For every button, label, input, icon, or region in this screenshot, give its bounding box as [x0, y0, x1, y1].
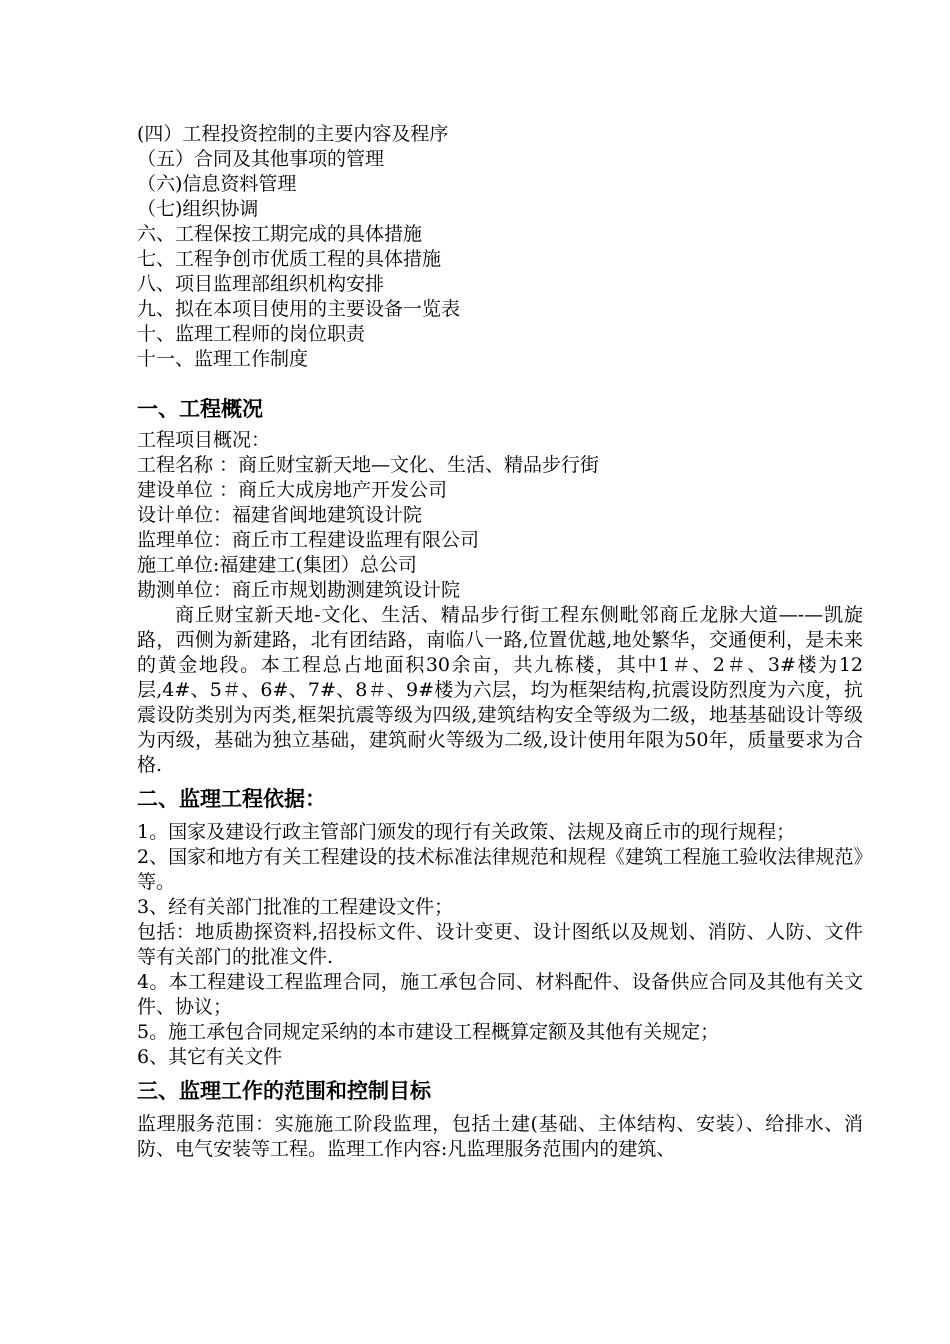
- info-line: 工程项目概况：: [137, 429, 271, 451]
- toc-list: [137, 122, 863, 372]
- basis-item: 5。施工承包合同规定采纳的本市建设工程概算定额及其他有关规定；: [137, 1021, 720, 1043]
- project-description: 商丘财宝新天地-文化、生活、精品步行街工程东侧毗邻商丘龙脉大道—-—凯旋路，西侧为新建路，北有团结路，南临八一路,位置优越,地处繁华，交通便利，是未来的黄金地段。本工程总占地面积30余亩，共九栋楼，其中1＃、2＃、3#楼为12层,4#、5＃、6#、7#、8＃、9#楼为六层，均为框架结构,抗震设防烈度为六度，抗震设防类别为丙类,框架抗震等级为四级,建筑结构安全等级为二级，地基基础设计等级为丙级，基础为独立基础，建筑耐火等级为二级,设计使用年限为50年，质量要求为合格.: [137, 604, 863, 776]
- basis-item: 1。国家及建设行政主管部门颁发的现行有关政策、法规及商丘市的现行规程；: [137, 821, 796, 843]
- section-heading-overview: 一、工程概况: [137, 397, 263, 421]
- info-line: 建设单位 ：商丘大成房地产开发公司: [137, 479, 448, 501]
- toc-item: （六)信息资料管理: [137, 173, 297, 195]
- project-info: [137, 428, 863, 603]
- info-line: 设计单位：福建省闽地建筑设计院: [137, 504, 423, 526]
- info-line: 施工单位:福建建工(集团）总公司: [137, 554, 417, 576]
- toc-item: （五）合同及其他事项的管理: [137, 148, 385, 170]
- toc-item: 七、工程争创市优质工程的具体措施: [137, 248, 442, 270]
- toc-item: 九、拟在本项目使用的主要设备一览表: [137, 298, 461, 320]
- toc-item: 六、工程保按工期完成的具体措施: [137, 223, 423, 245]
- document-body: [137, 122, 863, 1162]
- basis-item: 3、经有关部门批准的工程建设文件；: [137, 896, 454, 918]
- toc-item: (四）工程投资控制的主要内容及程序: [137, 123, 449, 145]
- basis-list: [137, 820, 863, 1070]
- basis-item: 4。本工程建设工程监理合同，施工承包合同、材料配件、设备供应合同及其他有关文件、协议；: [137, 971, 863, 1018]
- section-heading-basis: 二、监理工程依据：: [137, 787, 326, 811]
- info-line: 工程名称 ：商丘财宝新天地—文化、生活、精品步行街: [137, 454, 600, 476]
- toc-item: 十一、监理工作制度: [137, 348, 309, 370]
- info-line: 勘测单位：商丘市规划勘测建筑设计院: [137, 579, 461, 601]
- info-line: 监理单位：商丘市工程建设监理有限公司: [137, 529, 480, 551]
- section-heading-scope: 三、监理工作的范围和控制目标: [137, 1079, 431, 1103]
- toc-item: 十、监理工程师的岗位职责: [137, 323, 366, 345]
- toc-item: 八、项目监理部组织机构安排: [137, 273, 385, 295]
- basis-item: 6、其它有关文件: [137, 1046, 283, 1068]
- basis-item: 2、国家和地方有关工程建设的技术标准法律规范和规程《建筑工程施工验收法律规范》等。: [137, 846, 863, 893]
- scope-paragraph: 监理服务范围：实施施工阶段监理，包括土建(基础、主体结构、安装）、给排水、消防、电气安装等工程。监理工作内容:凡监理服务范围内的建筑、: [137, 1113, 863, 1160]
- basis-item: 包括：地质勘探资料,招投标文件、设计变更、设计图纸以及规划、消防、人防、文件等有关部门的批准文件.: [137, 921, 863, 968]
- toc-item: （七)组织协调: [137, 198, 259, 220]
